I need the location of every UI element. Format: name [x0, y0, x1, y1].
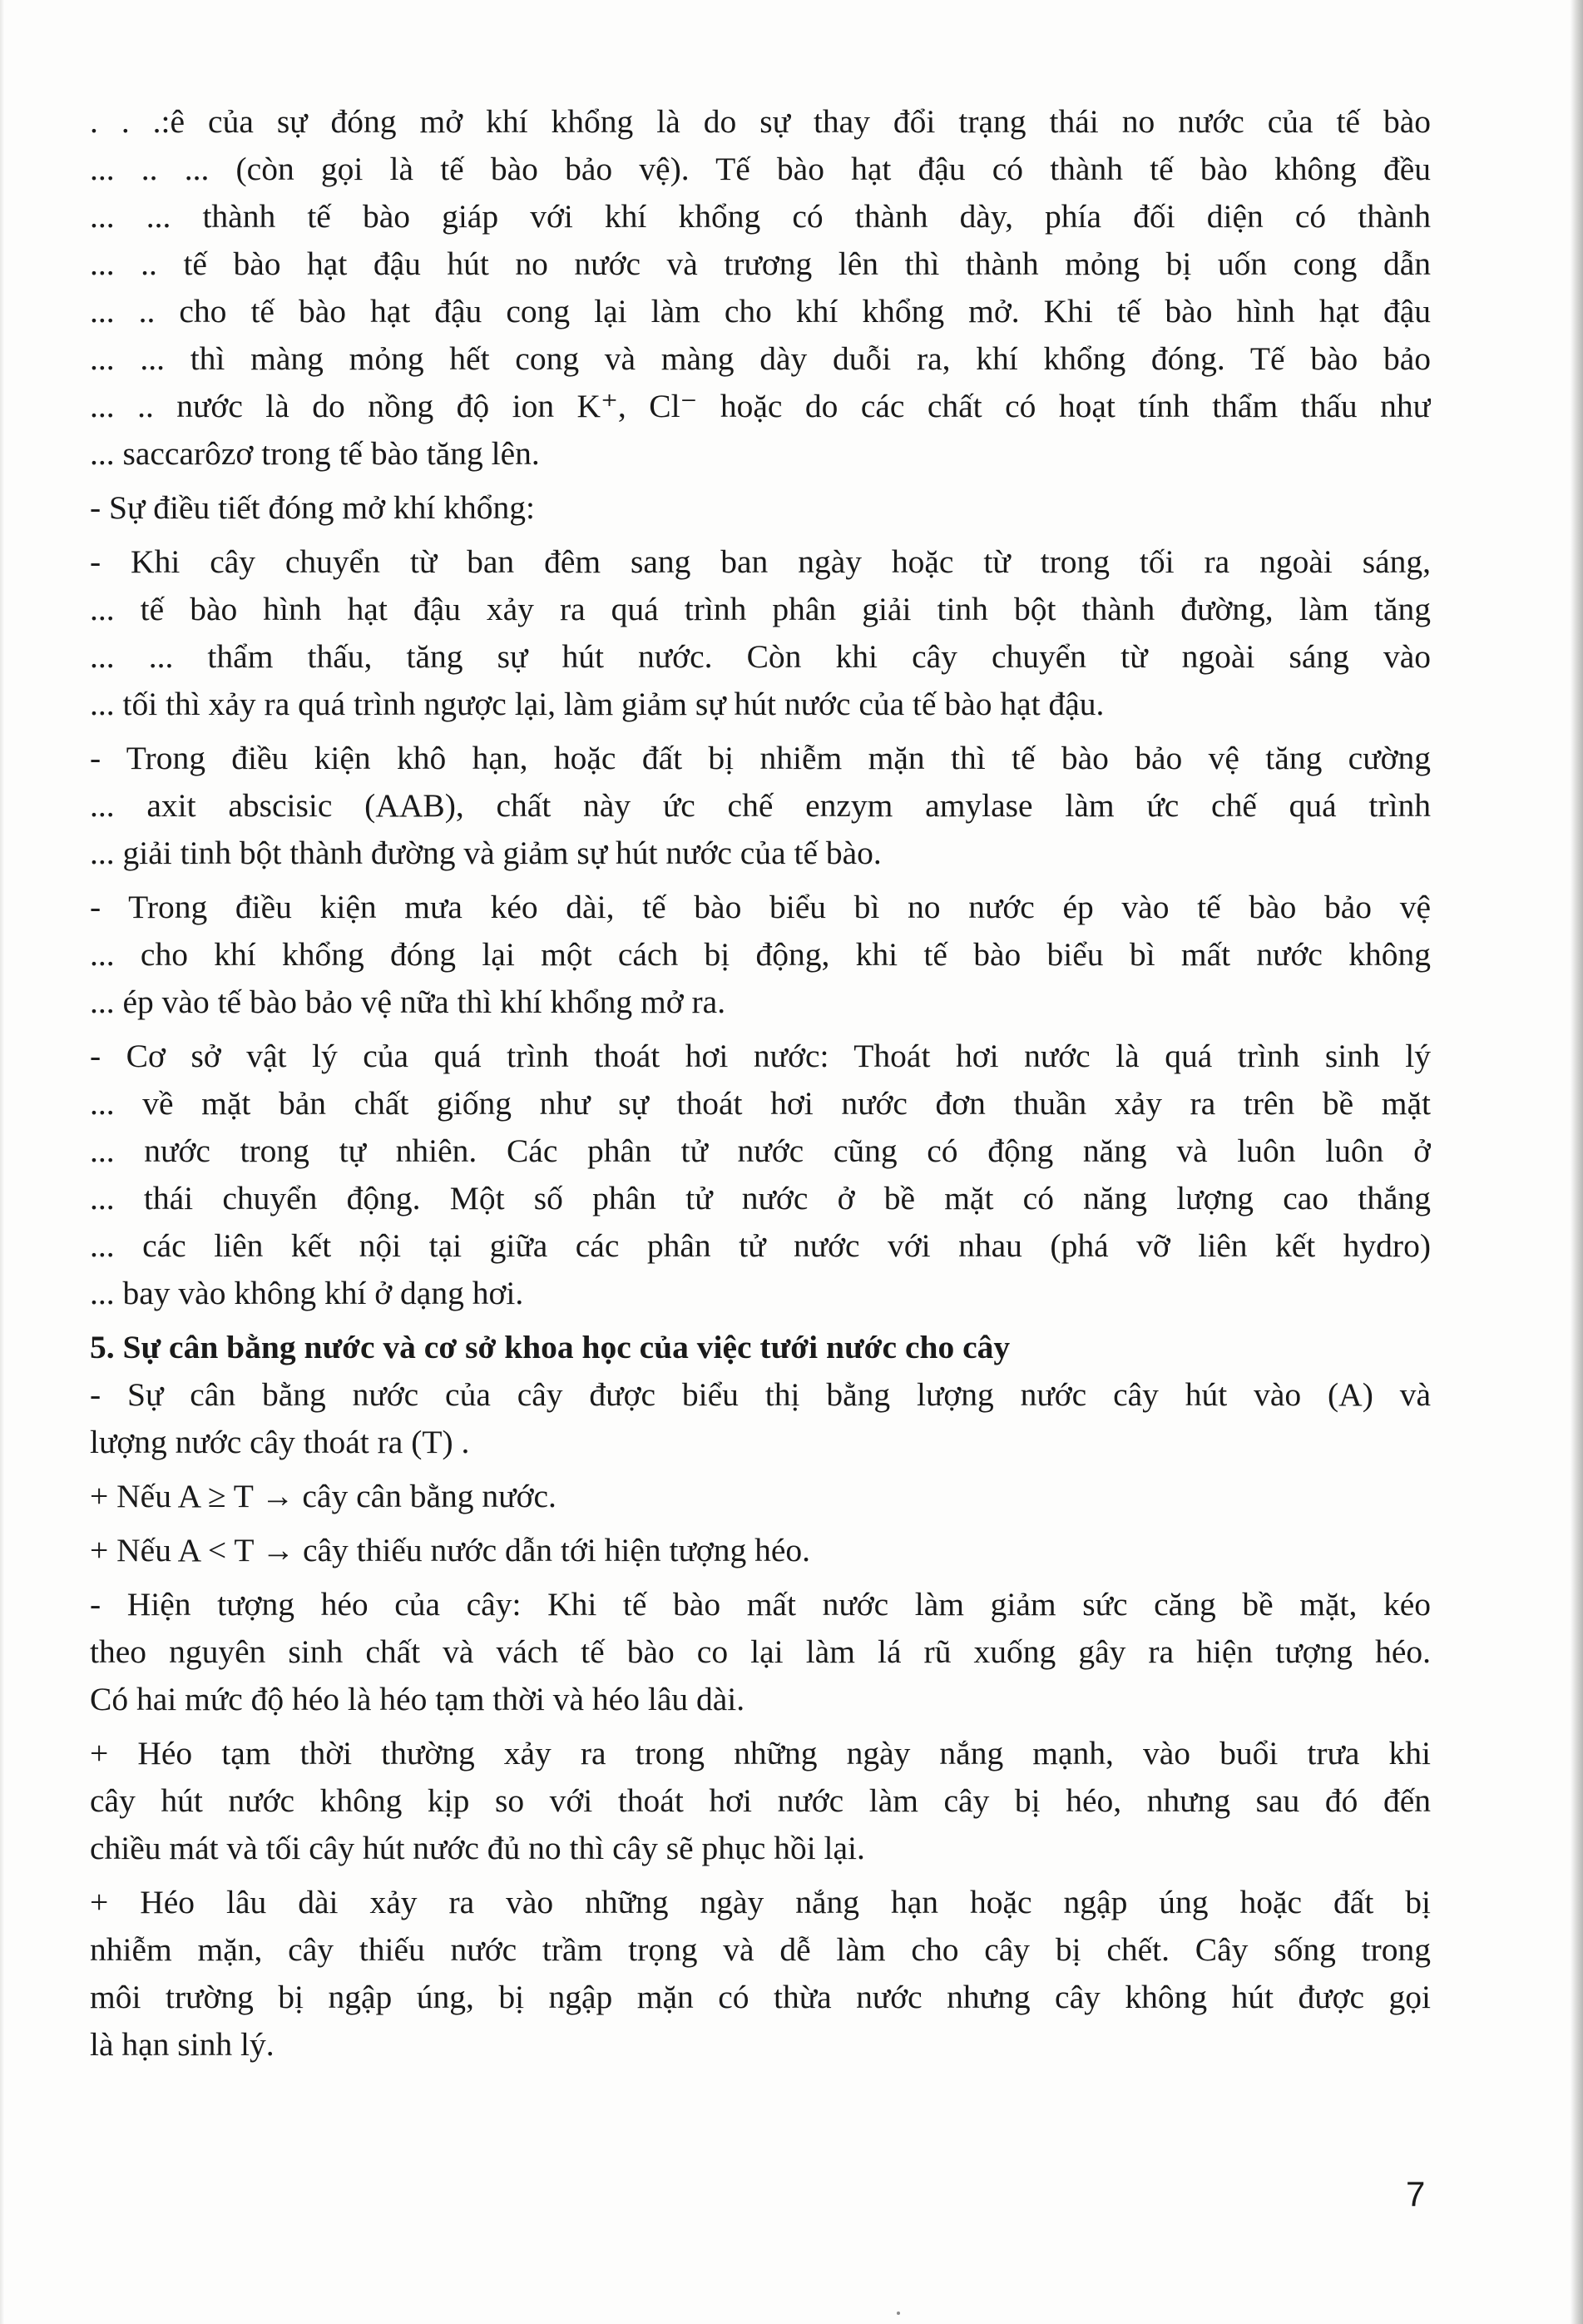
text-line: ... ... thành tế bào giáp với khí khổng có thành dày, phía đối diện có thành: [90, 198, 1431, 235]
text-line: + Héo tạm thời thường xảy ra trong những ngày nắng mạnh, vào buổi trưa khi: [90, 1735, 1431, 1771]
text-line: ... về mặt bản chất giống như sự thoát hơi nước đơn thuần xảy ra trên bề mặt: [90, 1085, 1431, 1122]
paragraph-gap: [90, 877, 1431, 884]
text-line: lượng nước cây thoát ra (T) .: [90, 1424, 470, 1460]
text-line: ... saccarôzơ trong tế bào tăng lên.: [90, 435, 540, 472]
text-line: ... giải tinh bột thành đường và giảm sự hút nước của tế bào.: [90, 835, 882, 871]
text-line: ... .. nước là do nồng độ ion K⁺, Cl⁻ hoặc do các chất có hoạt tính thẩm thấu như: [90, 388, 1431, 424]
text-line: theo nguyên sinh chất và vách tế bào co lại làm lá rũ xuống gây ra hiện tượng héo.: [90, 1633, 1431, 1670]
text-line: ... các liên kết nội tại giữa các phân tử nước với nhau (phá vỡ liên kết hydro): [90, 1227, 1431, 1264]
text-line: ... nước trong tự nhiên. Các phân tử nước cũng có động năng và luôn luôn ở: [90, 1132, 1431, 1169]
text-line: + Héo lâu dài xảy ra vào những ngày nắng hạn hoặc ngập úng hoặc đất bị: [90, 1884, 1431, 1920]
body-text: [90, 98, 1431, 2069]
paragraph-gap: [90, 1466, 1431, 1473]
text-line: ... ... thì màng mỏng hết cong và màng dày duỗi ra, khí khổng đóng. Tế bào bảo: [90, 340, 1431, 377]
paragraph-gap: [90, 1317, 1431, 1324]
text-line: chiều mát và tối cây hút nước đủ no thì cây sẽ phục hồi lại.: [90, 1830, 865, 1866]
paragraph-gap: [90, 1026, 1431, 1033]
text-line: + Nếu A < T → cây thiếu nước dẫn tới hiện tượng héo.: [90, 1532, 811, 1568]
paragraph-gap: [90, 1574, 1431, 1581]
text-line: ... cho khí khổng đóng lại một cách bị động, khi tế bào biểu bì mất nước không: [90, 936, 1431, 973]
text-line: - Cơ sở vật lý của quá trình thoát hơi nước: Thoát hơi nước là quá trình sinh lý: [90, 1038, 1431, 1074]
section-heading: 5. Sự cân bằng nước và cơ sở khoa học của việc tưới nước cho cây: [90, 1329, 1011, 1365]
text-line: . . .:ê của sự đóng mở khí khổng là do sự thay đổi trạng thái no nước của tế bào: [90, 103, 1431, 140]
text-line: ... thái chuyển động. Một số phân tử nước ở bề mặt có năng lượng cao thắng: [90, 1180, 1431, 1217]
paragraph-gap: [90, 1723, 1431, 1730]
text-line: + Nếu A ≥ T → cây cân bằng nước.: [90, 1478, 557, 1514]
text-line: - Sự điều tiết đóng mở khí khổng:: [90, 489, 535, 526]
text-line: là hạn sinh lý.: [90, 2026, 275, 2063]
scan-speck: [897, 2312, 900, 2315]
scan-shadow-left: [0, 0, 5, 2324]
text-line: nhiễm mặn, cây thiếu nước trầm trọng và dễ làm cho cây bị chết. Cây sống trong: [90, 1931, 1431, 1968]
paragraph-gap: [90, 728, 1431, 735]
text-line: ... bay vào không khí ở dạng hơi.: [90, 1275, 524, 1311]
text-line: môi trường bị ngập úng, bị ngập mặn có thừa nước nhưng cây không hút được gọi: [90, 1979, 1431, 2015]
text-line: - Hiện tượng héo của cây: Khi tế bào mất nước làm giảm sức căng bề mặt, kéo: [90, 1586, 1431, 1623]
paragraph-gap: [90, 478, 1431, 484]
text-line: - Khi cây chuyển từ ban đêm sang ban ngày hoặc từ trong tối ra ngoài sáng,: [90, 543, 1431, 580]
text-line: ... .. cho tế bào hạt đậu cong lại làm cho khí khổng mở. Khi tế bào hình hạt đậu: [90, 293, 1431, 330]
text-line: ... axit abscisic (AAB), chất này ức chế enzym amylase làm ức chế quá trình: [90, 787, 1431, 824]
text-line: ... tế bào hình hạt đậu xảy ra quá trình phân giải tinh bột thành đường, làm tăng: [90, 591, 1431, 627]
paragraph-gap: [90, 532, 1431, 538]
text-line: - Trong điều kiện mưa kéo dài, tế bào biểu bì no nước ép vào tế bào bảo vệ: [90, 889, 1431, 925]
text-line: ... ... thẩm thấu, tăng sự hút nước. Còn khi cây chuyển từ ngoài sáng vào: [90, 638, 1431, 675]
text-line: Có hai mức độ héo là héo tạm thời và héo lâu dài.: [90, 1681, 745, 1717]
page-number: 7: [1406, 2174, 1426, 2213]
text-line: ... ép vào tế bào bảo vệ nữa thì khí khổng mở ra.: [90, 984, 726, 1020]
text-line: - Sự cân bằng nước của cây được biểu thị bằng lượng nước cây hút vào (A) và: [90, 1376, 1431, 1413]
paragraph-gap: [90, 1520, 1431, 1527]
text-line: ... .. ... (còn gọi là tế bào bảo vệ). Tế bào hạt đậu có thành tế bào không đều: [90, 151, 1431, 187]
scan-shadow-right: [1570, 0, 1583, 2324]
paragraph-gap: [90, 1872, 1431, 1879]
text-line: - Trong điều kiện khô hạn, hoặc đất bị nhiễm mặn thì tế bào bảo vệ tăng cường: [90, 740, 1431, 776]
text-line: cây hút nước không kịp so với thoát hơi nước làm cây bị héo, nhưng sau đó đến: [90, 1782, 1431, 1819]
text-line: ... .. tế bào hạt đậu hút no nước và trương lên thì thành mỏng bị uốn cong dẫn: [90, 245, 1431, 282]
text-line: ... tối thì xảy ra quá trình ngược lại, làm giảm sự hút nước của tế bào hạt đậu.: [90, 686, 1105, 722]
